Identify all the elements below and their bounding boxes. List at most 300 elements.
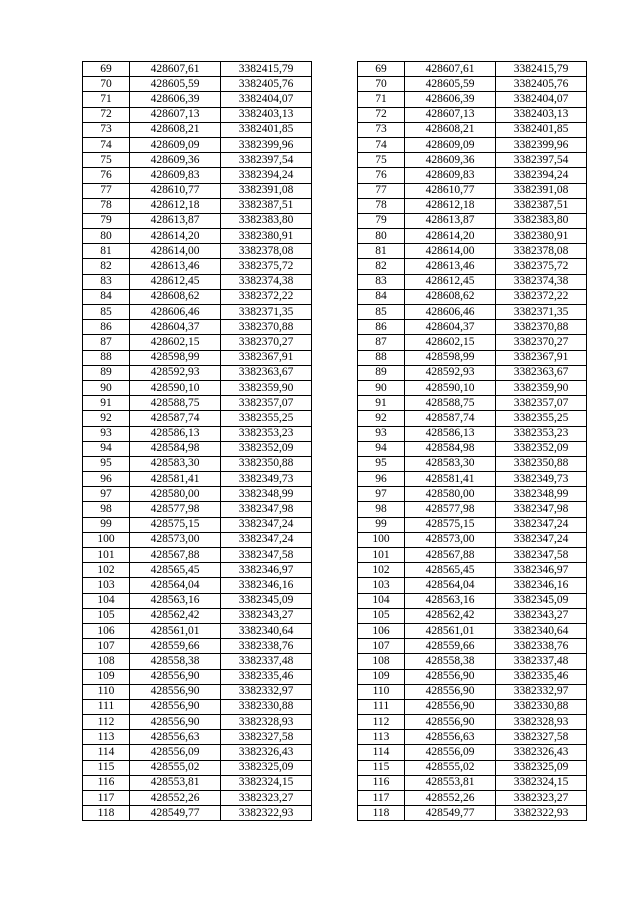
right-y-coordinate-cell: 3382405,76	[496, 77, 587, 92]
left-y-coordinate-cell: 3382330,88	[221, 699, 312, 714]
right-point-number-cell: 96	[358, 472, 405, 487]
right-x-coordinate-cell: 428610,77	[405, 183, 496, 198]
left-point-number-cell: 72	[83, 107, 130, 122]
right-y-coordinate-cell: 3382347,58	[496, 548, 587, 563]
left-point-number-cell: 99	[83, 517, 130, 532]
right-x-coordinate-cell: 428613,87	[405, 213, 496, 228]
left-y-coordinate-cell: 3382328,93	[221, 715, 312, 730]
right-x-coordinate-cell: 428556,90	[405, 669, 496, 684]
right-x-coordinate-cell: 428608,21	[405, 122, 496, 137]
separator-cell	[312, 593, 358, 608]
table-row	[83, 548, 587, 563]
left-y-coordinate-cell: 3382378,08	[221, 244, 312, 259]
left-point-number-cell: 86	[83, 320, 130, 335]
table-row	[83, 107, 587, 122]
left-point-number-cell: 115	[83, 760, 130, 775]
left-x-coordinate-cell: 428614,20	[130, 229, 221, 244]
table-row	[83, 791, 587, 806]
separator-cell	[312, 213, 358, 228]
right-y-coordinate-cell: 3382374,38	[496, 274, 587, 289]
left-point-number-cell: 74	[83, 137, 130, 152]
left-point-number-cell: 104	[83, 593, 130, 608]
separator-cell	[312, 92, 358, 107]
right-x-coordinate-cell: 428556,09	[405, 745, 496, 760]
right-x-coordinate-cell: 428575,15	[405, 517, 496, 532]
left-y-coordinate-cell: 3382372,22	[221, 289, 312, 304]
table-row	[83, 775, 587, 790]
right-x-coordinate-cell: 428606,39	[405, 92, 496, 107]
right-point-number-cell: 95	[358, 456, 405, 471]
right-point-number-cell: 72	[358, 107, 405, 122]
separator-cell	[312, 411, 358, 426]
right-y-coordinate-cell: 3382323,27	[496, 791, 587, 806]
left-point-number-cell: 118	[83, 806, 130, 821]
left-y-coordinate-cell: 3382343,27	[221, 608, 312, 623]
left-x-coordinate-cell: 428563,16	[130, 593, 221, 608]
left-y-coordinate-cell: 3382355,25	[221, 411, 312, 426]
left-y-coordinate-cell: 3382327,58	[221, 730, 312, 745]
left-y-coordinate-cell: 3382326,43	[221, 745, 312, 760]
table-row	[83, 259, 587, 274]
left-y-coordinate-cell: 3382325,09	[221, 760, 312, 775]
left-point-number-cell: 111	[83, 699, 130, 714]
left-y-coordinate-cell: 3382357,07	[221, 396, 312, 411]
left-x-coordinate-cell: 428602,15	[130, 335, 221, 350]
right-point-number-cell: 98	[358, 502, 405, 517]
right-y-coordinate-cell: 3382347,98	[496, 502, 587, 517]
separator-cell	[312, 441, 358, 456]
table-row	[83, 380, 587, 395]
table-row	[83, 396, 587, 411]
right-y-coordinate-cell: 3382347,24	[496, 532, 587, 547]
right-x-coordinate-cell: 428577,98	[405, 502, 496, 517]
right-point-number-cell: 71	[358, 92, 405, 107]
left-y-coordinate-cell: 3382352,09	[221, 441, 312, 456]
right-point-number-cell: 116	[358, 775, 405, 790]
separator-cell	[312, 122, 358, 137]
right-point-number-cell: 91	[358, 396, 405, 411]
left-x-coordinate-cell: 428587,74	[130, 411, 221, 426]
left-x-coordinate-cell: 428608,21	[130, 122, 221, 137]
table-row	[83, 320, 587, 335]
left-x-coordinate-cell: 428581,41	[130, 472, 221, 487]
separator-cell	[312, 350, 358, 365]
right-point-number-cell: 114	[358, 745, 405, 760]
right-point-number-cell: 103	[358, 578, 405, 593]
table-row	[83, 699, 587, 714]
table-row	[83, 760, 587, 775]
right-x-coordinate-cell: 428614,00	[405, 244, 496, 259]
right-x-coordinate-cell: 428556,90	[405, 684, 496, 699]
left-y-coordinate-cell: 3382349,73	[221, 472, 312, 487]
left-x-coordinate-cell: 428592,93	[130, 365, 221, 380]
left-y-coordinate-cell: 3382404,07	[221, 92, 312, 107]
left-y-coordinate-cell: 3382387,51	[221, 198, 312, 213]
left-point-number-cell: 78	[83, 198, 130, 213]
right-point-number-cell: 107	[358, 639, 405, 654]
left-x-coordinate-cell: 428556,90	[130, 715, 221, 730]
left-y-coordinate-cell: 3382348,99	[221, 487, 312, 502]
left-x-coordinate-cell: 428613,46	[130, 259, 221, 274]
separator-cell	[312, 137, 358, 152]
right-point-number-cell: 87	[358, 335, 405, 350]
right-y-coordinate-cell: 3382348,99	[496, 487, 587, 502]
left-y-coordinate-cell: 3382394,24	[221, 168, 312, 183]
separator-cell	[312, 502, 358, 517]
separator-cell	[312, 289, 358, 304]
table-row	[83, 244, 587, 259]
right-y-coordinate-cell: 3382350,88	[496, 456, 587, 471]
right-point-number-cell: 81	[358, 244, 405, 259]
left-point-number-cell: 76	[83, 168, 130, 183]
left-x-coordinate-cell: 428598,99	[130, 350, 221, 365]
right-x-coordinate-cell: 428583,30	[405, 456, 496, 471]
left-x-coordinate-cell: 428610,77	[130, 183, 221, 198]
left-y-coordinate-cell: 3382383,80	[221, 213, 312, 228]
right-y-coordinate-cell: 3382372,22	[496, 289, 587, 304]
separator-cell	[312, 320, 358, 335]
right-point-number-cell: 69	[358, 62, 405, 77]
separator-cell	[312, 365, 358, 380]
left-y-coordinate-cell: 3382371,35	[221, 305, 312, 320]
right-x-coordinate-cell: 428587,74	[405, 411, 496, 426]
table-row	[83, 350, 587, 365]
left-y-coordinate-cell: 3382345,09	[221, 593, 312, 608]
left-x-coordinate-cell: 428606,39	[130, 92, 221, 107]
table-row	[83, 517, 587, 532]
separator-cell	[312, 548, 358, 563]
separator-cell	[312, 669, 358, 684]
left-point-number-cell: 112	[83, 715, 130, 730]
left-x-coordinate-cell: 428555,02	[130, 760, 221, 775]
table-row	[83, 623, 587, 638]
right-point-number-cell: 70	[358, 77, 405, 92]
separator-cell	[312, 699, 358, 714]
right-y-coordinate-cell: 3382355,25	[496, 411, 587, 426]
left-y-coordinate-cell: 3382324,15	[221, 775, 312, 790]
table-row	[83, 213, 587, 228]
left-point-number-cell: 109	[83, 669, 130, 684]
left-point-number-cell: 84	[83, 289, 130, 304]
right-point-number-cell: 99	[358, 517, 405, 532]
right-y-coordinate-cell: 3382403,13	[496, 107, 587, 122]
left-x-coordinate-cell: 428562,42	[130, 608, 221, 623]
right-x-coordinate-cell: 428602,15	[405, 335, 496, 350]
right-x-coordinate-cell: 428561,01	[405, 623, 496, 638]
left-y-coordinate-cell: 3382363,67	[221, 365, 312, 380]
table-row	[83, 487, 587, 502]
separator-cell	[312, 259, 358, 274]
right-point-number-cell: 104	[358, 593, 405, 608]
separator-cell	[312, 487, 358, 502]
left-x-coordinate-cell: 428608,62	[130, 289, 221, 304]
right-y-coordinate-cell: 3382340,64	[496, 623, 587, 638]
table-row	[83, 77, 587, 92]
right-x-coordinate-cell: 428604,37	[405, 320, 496, 335]
right-y-coordinate-cell: 3382330,88	[496, 699, 587, 714]
right-x-coordinate-cell: 428612,18	[405, 198, 496, 213]
separator-cell	[312, 654, 358, 669]
left-x-coordinate-cell: 428612,18	[130, 198, 221, 213]
right-x-coordinate-cell: 428614,20	[405, 229, 496, 244]
right-y-coordinate-cell: 3382346,97	[496, 563, 587, 578]
table-row	[83, 684, 587, 699]
right-point-number-cell: 79	[358, 213, 405, 228]
separator-cell	[312, 456, 358, 471]
right-y-coordinate-cell: 3382327,58	[496, 730, 587, 745]
right-x-coordinate-cell: 428573,00	[405, 532, 496, 547]
left-point-number-cell: 97	[83, 487, 130, 502]
left-y-coordinate-cell: 3382346,97	[221, 563, 312, 578]
right-point-number-cell: 84	[358, 289, 405, 304]
left-y-coordinate-cell: 3382370,27	[221, 335, 312, 350]
left-y-coordinate-cell: 3382367,91	[221, 350, 312, 365]
table-row	[83, 730, 587, 745]
left-y-coordinate-cell: 3382403,13	[221, 107, 312, 122]
right-x-coordinate-cell: 428598,99	[405, 350, 496, 365]
right-y-coordinate-cell: 3382391,08	[496, 183, 587, 198]
right-point-number-cell: 94	[358, 441, 405, 456]
right-point-number-cell: 89	[358, 365, 405, 380]
separator-cell	[312, 229, 358, 244]
table-row	[83, 153, 587, 168]
right-x-coordinate-cell: 428580,00	[405, 487, 496, 502]
left-x-coordinate-cell: 428556,63	[130, 730, 221, 745]
right-x-coordinate-cell: 428565,45	[405, 563, 496, 578]
table-row	[83, 229, 587, 244]
separator-cell	[312, 426, 358, 441]
table-row	[83, 137, 587, 152]
left-point-number-cell: 108	[83, 654, 130, 669]
left-point-number-cell: 93	[83, 426, 130, 441]
left-x-coordinate-cell: 428561,01	[130, 623, 221, 638]
separator-cell	[312, 274, 358, 289]
left-y-coordinate-cell: 3382338,76	[221, 639, 312, 654]
right-x-coordinate-cell: 428564,04	[405, 578, 496, 593]
separator-cell	[312, 791, 358, 806]
left-point-number-cell: 69	[83, 62, 130, 77]
separator-cell	[312, 472, 358, 487]
left-x-coordinate-cell: 428604,37	[130, 320, 221, 335]
separator-cell	[312, 183, 358, 198]
left-x-coordinate-cell: 428556,90	[130, 684, 221, 699]
left-y-coordinate-cell: 3382405,76	[221, 77, 312, 92]
right-y-coordinate-cell: 3382415,79	[496, 62, 587, 77]
left-x-coordinate-cell: 428549,77	[130, 806, 221, 821]
right-x-coordinate-cell: 428584,98	[405, 441, 496, 456]
separator-cell	[312, 335, 358, 350]
table-row	[83, 198, 587, 213]
right-point-number-cell: 73	[358, 122, 405, 137]
right-point-number-cell: 118	[358, 806, 405, 821]
right-x-coordinate-cell: 428612,45	[405, 274, 496, 289]
table-row	[83, 745, 587, 760]
left-point-number-cell: 92	[83, 411, 130, 426]
left-y-coordinate-cell: 3382374,38	[221, 274, 312, 289]
right-y-coordinate-cell: 3382375,72	[496, 259, 587, 274]
right-point-number-cell: 105	[358, 608, 405, 623]
separator-cell	[312, 380, 358, 395]
right-point-number-cell: 100	[358, 532, 405, 547]
separator-cell	[312, 168, 358, 183]
right-x-coordinate-cell: 428559,66	[405, 639, 496, 654]
left-x-coordinate-cell: 428558,38	[130, 654, 221, 669]
left-y-coordinate-cell: 3382350,88	[221, 456, 312, 471]
right-y-coordinate-cell: 3382371,35	[496, 305, 587, 320]
left-point-number-cell: 77	[83, 183, 130, 198]
right-x-coordinate-cell: 428556,90	[405, 699, 496, 714]
right-y-coordinate-cell: 3382335,46	[496, 669, 587, 684]
left-y-coordinate-cell: 3382415,79	[221, 62, 312, 77]
separator-cell	[312, 77, 358, 92]
separator-cell	[312, 760, 358, 775]
separator-cell	[312, 153, 358, 168]
left-x-coordinate-cell: 428573,00	[130, 532, 221, 547]
table-row	[83, 122, 587, 137]
table-row	[83, 274, 587, 289]
right-point-number-cell: 86	[358, 320, 405, 335]
right-y-coordinate-cell: 3382326,43	[496, 745, 587, 760]
left-point-number-cell: 85	[83, 305, 130, 320]
right-y-coordinate-cell: 3382349,73	[496, 472, 587, 487]
left-point-number-cell: 106	[83, 623, 130, 638]
left-point-number-cell: 102	[83, 563, 130, 578]
coordinate-table-body	[83, 62, 587, 821]
left-x-coordinate-cell: 428609,09	[130, 137, 221, 152]
separator-cell	[312, 563, 358, 578]
left-point-number-cell: 114	[83, 745, 130, 760]
table-row	[83, 92, 587, 107]
left-x-coordinate-cell: 428553,81	[130, 775, 221, 790]
table-row	[83, 502, 587, 517]
left-x-coordinate-cell: 428583,30	[130, 456, 221, 471]
left-y-coordinate-cell: 3382332,97	[221, 684, 312, 699]
left-point-number-cell: 73	[83, 122, 130, 137]
right-x-coordinate-cell: 428609,09	[405, 137, 496, 152]
left-x-coordinate-cell: 428564,04	[130, 578, 221, 593]
right-x-coordinate-cell: 428607,13	[405, 107, 496, 122]
table-row	[83, 441, 587, 456]
right-x-coordinate-cell: 428553,81	[405, 775, 496, 790]
right-x-coordinate-cell: 428562,42	[405, 608, 496, 623]
left-point-number-cell: 75	[83, 153, 130, 168]
right-point-number-cell: 75	[358, 153, 405, 168]
left-point-number-cell: 107	[83, 639, 130, 654]
left-x-coordinate-cell: 428584,98	[130, 441, 221, 456]
right-x-coordinate-cell: 428567,88	[405, 548, 496, 563]
left-x-coordinate-cell: 428609,83	[130, 168, 221, 183]
left-point-number-cell: 89	[83, 365, 130, 380]
left-point-number-cell: 110	[83, 684, 130, 699]
right-y-coordinate-cell: 3382346,16	[496, 578, 587, 593]
left-x-coordinate-cell: 428590,10	[130, 380, 221, 395]
left-point-number-cell: 81	[83, 244, 130, 259]
right-point-number-cell: 82	[358, 259, 405, 274]
left-x-coordinate-cell: 428613,87	[130, 213, 221, 228]
table-row	[83, 715, 587, 730]
left-x-coordinate-cell: 428588,75	[130, 396, 221, 411]
table-row	[83, 289, 587, 304]
right-x-coordinate-cell: 428549,77	[405, 806, 496, 821]
table-row	[83, 456, 587, 471]
right-point-number-cell: 85	[358, 305, 405, 320]
separator-cell	[312, 107, 358, 122]
table-row	[83, 654, 587, 669]
right-x-coordinate-cell: 428555,02	[405, 760, 496, 775]
separator-cell	[312, 608, 358, 623]
right-x-coordinate-cell: 428613,46	[405, 259, 496, 274]
right-y-coordinate-cell: 3382328,93	[496, 715, 587, 730]
left-x-coordinate-cell: 428605,59	[130, 77, 221, 92]
left-x-coordinate-cell: 428556,90	[130, 699, 221, 714]
table-row	[83, 608, 587, 623]
separator-cell	[312, 730, 358, 745]
right-point-number-cell: 76	[358, 168, 405, 183]
right-x-coordinate-cell: 428588,75	[405, 396, 496, 411]
right-point-number-cell: 112	[358, 715, 405, 730]
left-x-coordinate-cell: 428614,00	[130, 244, 221, 259]
left-x-coordinate-cell: 428556,09	[130, 745, 221, 760]
coordinate-table	[82, 61, 587, 821]
table-row	[83, 411, 587, 426]
separator-cell	[312, 305, 358, 320]
right-y-coordinate-cell: 3382383,80	[496, 213, 587, 228]
left-y-coordinate-cell: 3382347,98	[221, 502, 312, 517]
separator-cell	[312, 517, 358, 532]
right-point-number-cell: 117	[358, 791, 405, 806]
separator-cell	[312, 745, 358, 760]
right-x-coordinate-cell: 428606,46	[405, 305, 496, 320]
left-y-coordinate-cell: 3382340,64	[221, 623, 312, 638]
right-y-coordinate-cell: 3382353,23	[496, 426, 587, 441]
left-point-number-cell: 83	[83, 274, 130, 289]
separator-cell	[312, 715, 358, 730]
right-y-coordinate-cell: 3382359,90	[496, 380, 587, 395]
right-point-number-cell: 111	[358, 699, 405, 714]
left-point-number-cell: 91	[83, 396, 130, 411]
right-point-number-cell: 101	[358, 548, 405, 563]
right-y-coordinate-cell: 3382401,85	[496, 122, 587, 137]
right-y-coordinate-cell: 3382324,15	[496, 775, 587, 790]
left-y-coordinate-cell: 3382401,85	[221, 122, 312, 137]
separator-cell	[312, 639, 358, 654]
left-point-number-cell: 87	[83, 335, 130, 350]
right-x-coordinate-cell: 428563,16	[405, 593, 496, 608]
right-x-coordinate-cell: 428556,63	[405, 730, 496, 745]
right-y-coordinate-cell: 3382380,91	[496, 229, 587, 244]
right-y-coordinate-cell: 3382370,88	[496, 320, 587, 335]
left-point-number-cell: 96	[83, 472, 130, 487]
right-y-coordinate-cell: 3382325,09	[496, 760, 587, 775]
right-point-number-cell: 74	[358, 137, 405, 152]
separator-cell	[312, 198, 358, 213]
left-y-coordinate-cell: 3382375,72	[221, 259, 312, 274]
right-y-coordinate-cell: 3382397,54	[496, 153, 587, 168]
left-point-number-cell: 103	[83, 578, 130, 593]
left-point-number-cell: 105	[83, 608, 130, 623]
left-point-number-cell: 90	[83, 380, 130, 395]
left-y-coordinate-cell: 3382335,46	[221, 669, 312, 684]
left-point-number-cell: 71	[83, 92, 130, 107]
separator-cell	[312, 806, 358, 821]
table-row	[83, 305, 587, 320]
right-point-number-cell: 110	[358, 684, 405, 699]
left-x-coordinate-cell: 428567,88	[130, 548, 221, 563]
table-row	[83, 62, 587, 77]
right-point-number-cell: 90	[358, 380, 405, 395]
left-y-coordinate-cell: 3382397,54	[221, 153, 312, 168]
table-row	[83, 563, 587, 578]
